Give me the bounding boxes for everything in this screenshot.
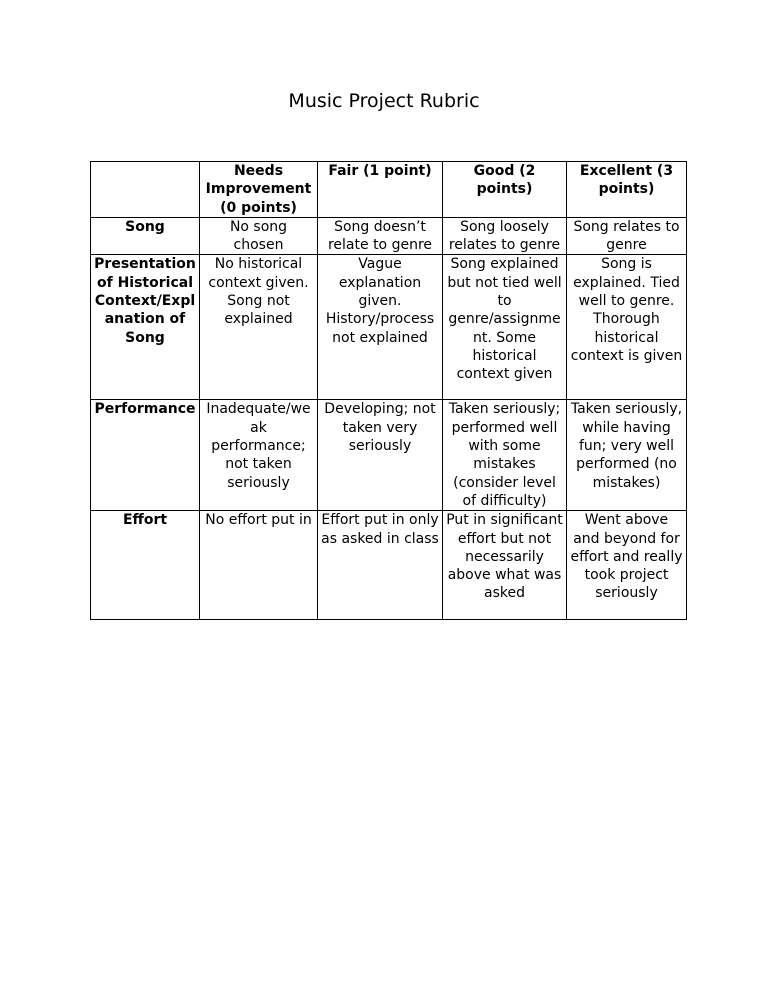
- header-cell-fair: Fair (1 point): [318, 162, 443, 218]
- table-cell: Effort put in only as asked in class: [318, 511, 443, 620]
- table-cell: No effort put in: [200, 511, 318, 620]
- row-label-effort: Effort: [91, 511, 200, 620]
- rubric-table: [90, 161, 687, 620]
- table-row: [91, 511, 687, 620]
- row-label-song: Song: [91, 217, 200, 255]
- table-row: [91, 400, 687, 511]
- table-row: [91, 217, 687, 255]
- header-cell-good: Good (2 points): [443, 162, 567, 218]
- table-cell: Song is explained. Tied well to genre. Thorough historical context is given: [567, 255, 687, 400]
- table-cell: Put in significant effort but not necessarily above what was asked: [443, 511, 567, 620]
- page-title: Music Project Rubric: [288, 90, 480, 112]
- table-cell: Song relates to genre: [567, 217, 687, 255]
- table-row: [91, 255, 687, 400]
- table-cell: Vague explanation given. History/process not explained: [318, 255, 443, 400]
- row-label-presentation: Presentation of Historical Context/Explanation of Song: [91, 255, 200, 400]
- table-cell: No song chosen: [200, 217, 318, 255]
- table-cell: Song loosely relates to genre: [443, 217, 567, 255]
- header-cell-empty: [91, 162, 200, 218]
- table-cell: No historical context given. Song not explained: [200, 255, 318, 400]
- table-cell: Taken seriously; performed well with some mistakes (consider level of difficulty): [443, 400, 567, 511]
- table-cell: Song explained but not tied well to genre/assignment. Some historical context given: [443, 255, 567, 400]
- table-cell: Inadequate/weak performance; not taken seriously: [200, 400, 318, 511]
- table-cell: Went above and beyond for effort and really took project seriously: [567, 511, 687, 620]
- row-label-performance: Performance: [91, 400, 200, 511]
- table-cell: Developing; not taken very seriously: [318, 400, 443, 511]
- header-cell-excellent: Excellent (3 points): [567, 162, 687, 218]
- header-cell-needs-improvement: Needs Improvement (0 points): [200, 162, 318, 218]
- table-cell: Taken seriously, while having fun; very well performed (no mistakes): [567, 400, 687, 511]
- header-row: [91, 162, 687, 218]
- table-cell: Song doesn’t relate to genre: [318, 217, 443, 255]
